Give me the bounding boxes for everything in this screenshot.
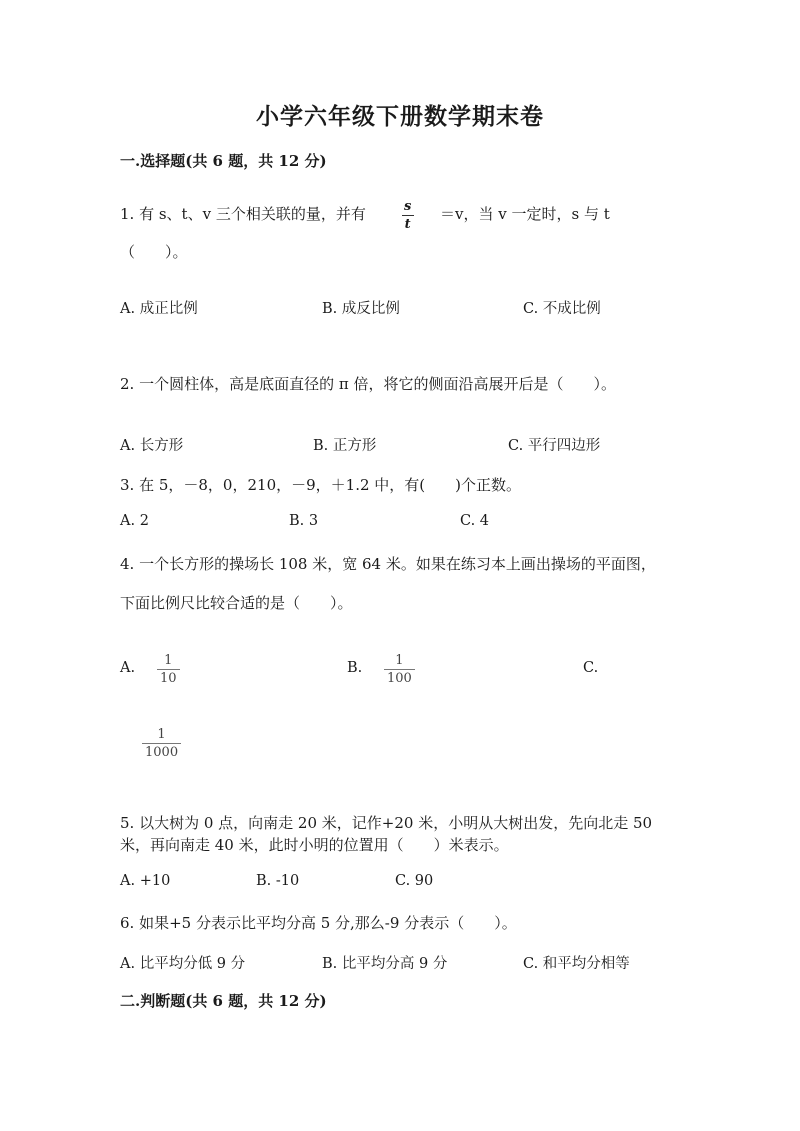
question-5-text-a: 5. 以大树为 0 点，向南走 20 米，记作+20 米，小明从大树出发，先向北走 50 [120, 814, 653, 832]
q4-option-b[interactable]: B. [347, 660, 363, 676]
question-6-text: 6. 如果+5 分表示比平均分高 5 分,那么-9 分表示（ ）。 [120, 914, 517, 932]
question-1-text-a: 1. 有 s、t、v 三个相关联的量，并有 [120, 205, 366, 223]
fraction-denominator: 10 [157, 669, 180, 686]
question-5-text-b: 米，再向南走 40 米，此时小明的位置用（ ）米表示。 [120, 836, 509, 854]
fraction-1-100 [384, 653, 415, 686]
q3-option-a[interactable]: A. 2 [120, 513, 149, 529]
section-heading-true-false: 二.判断题(共 6 题，共 12 分) [120, 992, 327, 1010]
fraction-denominator: 1000 [142, 743, 181, 760]
question-1-text-b: ＝v，当 v 一定时，s 与 t [440, 205, 610, 223]
fraction-1-1000 [142, 727, 181, 760]
q3-option-b[interactable]: B. 3 [289, 513, 319, 529]
q2-option-b[interactable]: B. 正方形 [313, 438, 377, 454]
q6-option-a[interactable]: A. 比平均分低 9 分 [120, 956, 246, 972]
q6-option-b[interactable]: B. 比平均分高 9 分 [322, 956, 448, 972]
fraction-numerator: 1 [395, 653, 404, 668]
q5-option-a[interactable]: A. +10 [120, 873, 171, 889]
q1-option-a[interactable]: A. 成正比例 [120, 301, 198, 317]
section-heading-choice: 一.选择题(共 6 题，共 12 分) [120, 152, 327, 170]
q2-option-c[interactable]: C. 平行四边形 [508, 438, 601, 454]
q5-option-c[interactable]: C. 90 [395, 873, 434, 889]
page-title: 小学六年级下册数学期末卷 [256, 103, 544, 130]
question-3-text: 3. 在 5，－8，0，210，－9，＋1.2 中，有( )个正数。 [120, 476, 521, 494]
q6-option-c[interactable]: C. 和平均分相等 [523, 956, 630, 972]
q5-option-b[interactable]: B. -10 [256, 873, 300, 889]
fraction-s-over-t [401, 199, 414, 232]
fraction-denominator: 100 [384, 669, 415, 686]
question-2-text: 2. 一个圆柱体，高是底面直径的 π 倍，将它的侧面沿高展开后是（ ）。 [120, 375, 616, 393]
q3-option-c[interactable]: C. 4 [460, 513, 490, 529]
fraction-numerator: 1 [164, 653, 173, 668]
fraction-numerator: 1 [157, 727, 166, 742]
q4-option-a[interactable]: A. [120, 660, 136, 676]
fraction-denominator: t [402, 215, 414, 232]
question-4-text-b: 下面比例尺比较合适的是（ ）。 [120, 594, 353, 612]
q1-option-c[interactable]: C. 不成比例 [523, 301, 601, 317]
question-4-text-a: 4. 一个长方形的操场长 108 米，宽 64 米。如果在练习本上画出操场的平面图， [120, 555, 656, 573]
question-1-blank: （ ）。 [120, 243, 188, 261]
fraction-1-10 [157, 653, 180, 686]
q2-option-a[interactable]: A. 长方形 [120, 438, 184, 454]
fraction-numerator: s [404, 199, 412, 214]
q4-option-c[interactable]: C. [583, 660, 599, 676]
q1-option-b[interactable]: B. 成反比例 [322, 301, 400, 317]
